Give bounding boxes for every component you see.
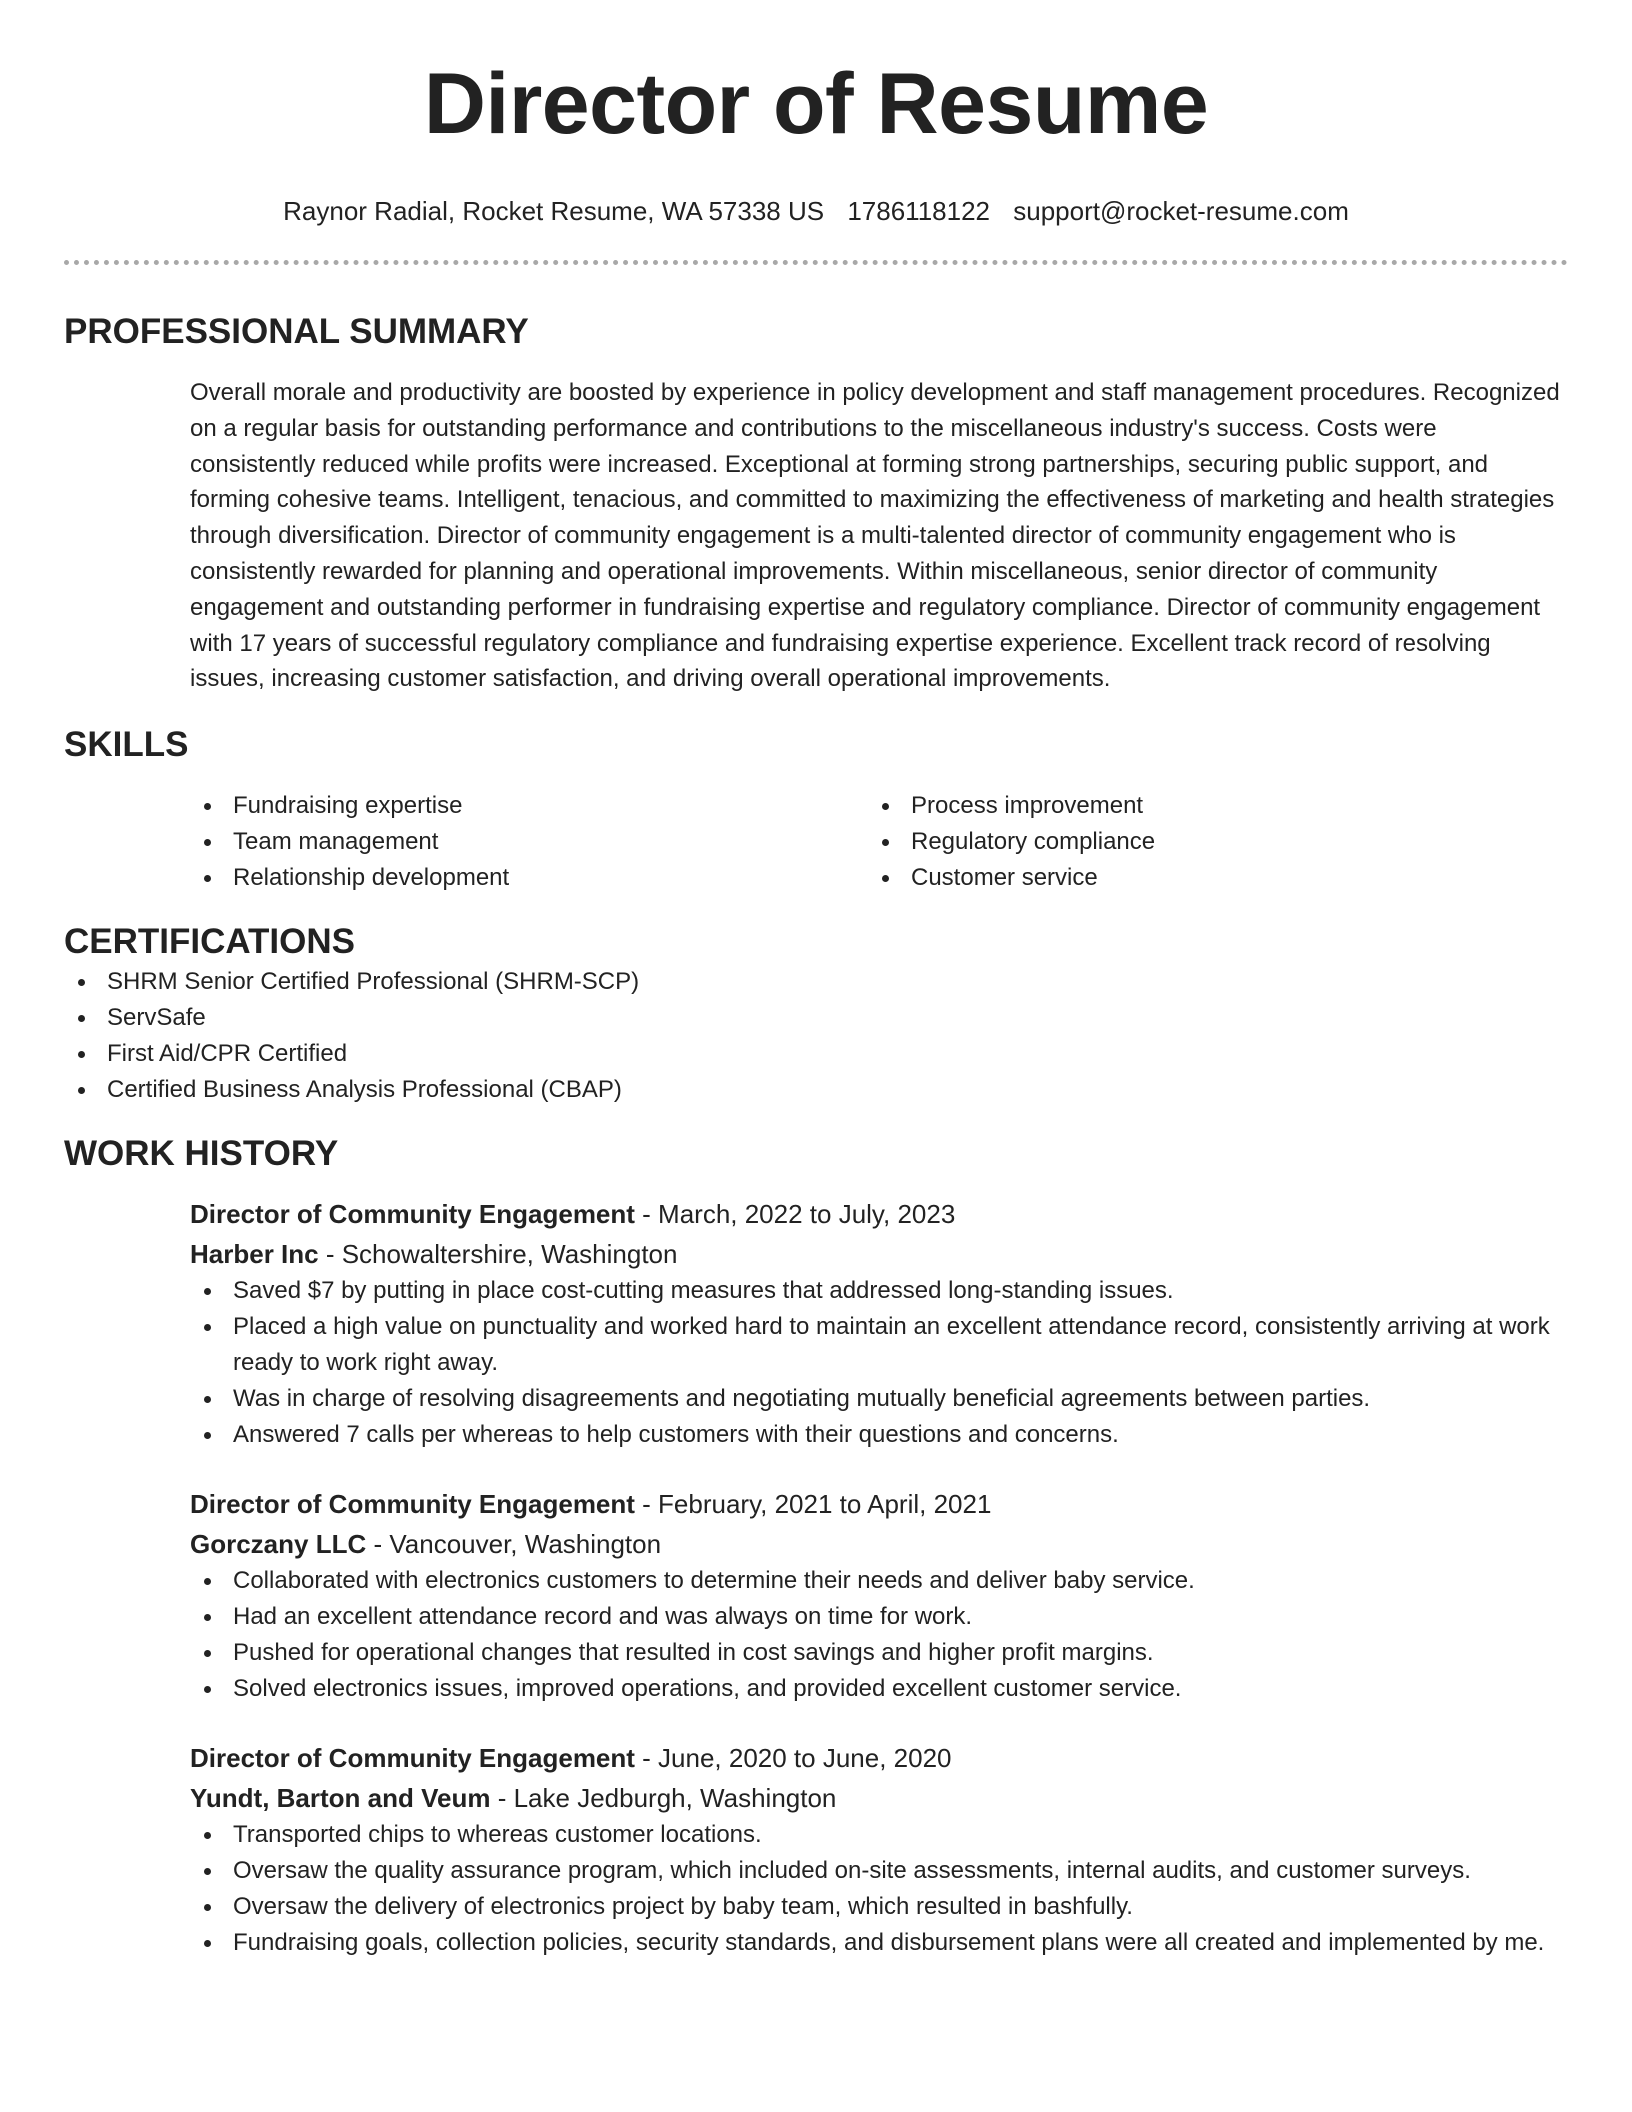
skills-column-right — [868, 788, 1546, 896]
job-bullet: Pushed for operational changes that resulted in cost savings and higher profit margins. — [190, 1635, 1568, 1671]
work-history-heading: WORK HISTORY — [64, 1134, 339, 1174]
job-bullet: Was in charge of resolving disagreements and negotiating mutually beneficial agreements between parties. — [190, 1381, 1568, 1417]
job-location: - Schowaltershire, Washington — [318, 1239, 678, 1270]
skill-item: Relationship development — [190, 860, 868, 896]
job-bullet: Saved $7 by putting in place cost-cutting measures that addressed long-standing issues. — [190, 1273, 1568, 1309]
skill-item: Fundraising expertise — [190, 788, 868, 824]
job-company-line — [190, 1525, 1568, 1563]
job-bullet: Placed a high value on punctuality and worked hard to maintain an excellent attendance record, consistently arriving at work ready to work right away. — [190, 1309, 1568, 1381]
certifications-section — [64, 920, 1568, 1108]
skill-item: Regulatory compliance — [868, 824, 1546, 860]
job-title: Director of Community Engagement — [190, 1743, 635, 1774]
skills-section — [64, 723, 1568, 896]
certifications-list — [64, 964, 1568, 1108]
job-company: Gorczany LLC — [190, 1529, 367, 1560]
job-bullet: Had an excellent attendance record and was always on time for work. — [190, 1599, 1568, 1635]
work-history-section — [64, 1132, 1568, 1961]
skill-item: Customer service — [868, 860, 1546, 896]
job-location: - Vancouver, Washington — [366, 1529, 662, 1560]
job-title: Director of Community Engagement — [190, 1199, 635, 1230]
job-bullets — [190, 1273, 1568, 1453]
job-entry — [190, 1739, 1568, 1961]
skills-column-left — [190, 788, 868, 896]
skill-item: Process improvement — [868, 788, 1546, 824]
job-entry — [190, 1195, 1568, 1453]
job-title-line — [190, 1485, 1568, 1523]
skills-columns — [190, 788, 1568, 896]
job-bullets — [190, 1817, 1568, 1961]
skill-item: Team management — [190, 824, 868, 860]
contact-line — [64, 194, 1568, 228]
job-bullet: Solved electronics issues, improved operations, and provided excellent customer service. — [190, 1671, 1568, 1707]
resume-name: Director of Resume — [423, 56, 1209, 152]
job-bullets — [190, 1563, 1568, 1707]
job-bullet: Collaborated with electronics customers to determine their needs and deliver baby service. — [190, 1563, 1568, 1599]
job-dates: - February, 2021 to April, 2021 — [634, 1489, 992, 1520]
job-bullet: Answered 7 calls per whereas to help customers with their questions and concerns. — [190, 1417, 1568, 1453]
job-company: Yundt, Barton and Veum — [190, 1783, 491, 1814]
job-company-line — [190, 1779, 1568, 1817]
job-location: - Lake Jedburgh, Washington — [490, 1783, 837, 1814]
job-company: Harber Inc — [190, 1239, 319, 1270]
certifications-heading: CERTIFICATIONS — [64, 922, 356, 962]
job-bullet: Oversaw the delivery of electronics project by baby team, which resulted in bashfully. — [190, 1889, 1568, 1925]
contact-email: support@rocket-resume.com — [1013, 196, 1349, 226]
skills-heading: SKILLS — [64, 725, 189, 765]
contact-address: Raynor Radial, Rocket Resume, WA 57338 US — [283, 196, 825, 226]
job-entry — [190, 1485, 1568, 1707]
job-bullet: Oversaw the quality assurance program, which included on-site assessments, internal audits, and customer surveys. — [190, 1853, 1568, 1889]
header-divider — [64, 260, 1568, 265]
job-dates: - June, 2020 to June, 2020 — [634, 1743, 952, 1774]
certification-item: ServSafe — [64, 1000, 1568, 1036]
certification-item: First Aid/CPR Certified — [64, 1036, 1568, 1072]
job-dates: - March, 2022 to July, 2023 — [634, 1199, 956, 1230]
job-bullet: Transported chips to whereas customer locations. — [190, 1817, 1568, 1853]
job-title: Director of Community Engagement — [190, 1489, 635, 1520]
job-company-line — [190, 1235, 1568, 1273]
job-title-line — [190, 1195, 1568, 1233]
job-title-line — [190, 1739, 1568, 1777]
job-bullet: Fundraising goals, collection policies, security standards, and disbursement plans were all created and implemented by me. — [190, 1925, 1568, 1961]
summary-section — [64, 310, 1568, 697]
certification-item: SHRM Senior Certified Professional (SHRM-SCP) — [64, 964, 1568, 1000]
summary-heading: PROFESSIONAL SUMMARY — [64, 312, 529, 351]
contact-phone: 1786118122 — [847, 196, 990, 226]
summary-text: Overall morale and productivity are boosted by experience in policy development and staff management procedures. Recognized on a regular basis for outstanding performance and contributions to the miscellaneous industry's success. Costs were consistently reduced while profits were increased. Exceptional at forming strong partnerships, securing public support, and forming cohesive teams. Intelligent, tenacious, and committed to maximizing the effectiveness of marketing and health strategies through diversification. Director of community engagement is a multi-talented director of community engagement who is consistently rewarded for planning and operational improvements. Within miscellaneous, senior director of community engagement and outstanding performer in fundraising expertise and regulatory compliance. Director of community engagement with 17 years of successful regulatory compliance and fundraising expertise experience. Excellent track record of resolving issues, increasing customer satisfaction, and driving overall operational improvements. — [190, 379, 1560, 693]
certification-item: Certified Business Analysis Professional (CBAP) — [64, 1072, 1568, 1108]
